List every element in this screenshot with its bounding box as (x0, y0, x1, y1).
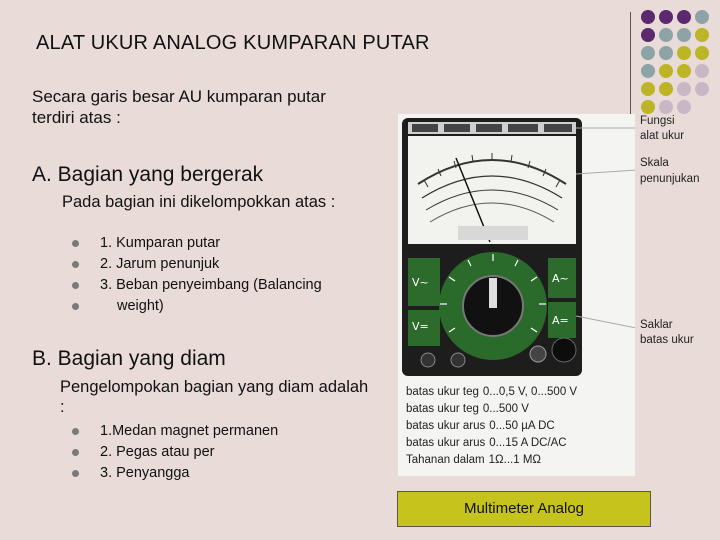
meter-label-adc: A= (552, 314, 569, 327)
annotation-saklar: Saklar (640, 319, 673, 331)
spec-row (406, 435, 577, 452)
section-a-heading: A. Bagian yang bergerak (32, 163, 264, 186)
list-item: 3. Beban penyeimbang (Balancing (72, 275, 322, 296)
spec-label: batas ukur arus (406, 420, 486, 432)
list-item: 2. Jarum penunjuk (72, 254, 322, 275)
list-item: 2. Pegas atau per (72, 442, 278, 463)
spec-value: 1Ω...1 MΩ (488, 454, 542, 466)
list-item: 1.Medan magnet permanen (72, 421, 278, 442)
spec-value: 0...50 µA DC (489, 420, 555, 432)
annotation-alat-ukur: alat ukur (640, 130, 685, 142)
list-item: 3. Penyangga (72, 463, 278, 484)
meter-label-vac: V~ (412, 276, 429, 289)
spec-value: 0...500 V (482, 403, 529, 415)
section-a-list (72, 233, 322, 317)
spec-value: 0...15 A DC/AC (489, 437, 567, 449)
list-item: weight) (72, 296, 322, 317)
section-b-description: Pengelompokan bagian yang diam adalah : (60, 378, 369, 416)
meter-label-vdc: V= (412, 320, 429, 333)
figure-caption: Multimeter Analog (397, 491, 651, 527)
spec-label: Tahanan dalam (406, 454, 485, 466)
section-b-list (72, 421, 278, 484)
spec-label: batas ukur teg (406, 386, 479, 398)
annotation-fungsi: Fungsi (640, 115, 675, 127)
annotation-skala: Skala (640, 157, 669, 169)
spec-row (406, 401, 577, 418)
spec-label: batas ukur teg (406, 403, 479, 415)
spec-row (406, 452, 577, 469)
spec-value: 0...0,5 V, 0...500 V (482, 386, 578, 398)
annotation-penunjukan: penunjukan (640, 173, 700, 185)
decorative-line (630, 12, 631, 127)
intro-text: Secara garis besar AU kumparan putar terdiri atas : (32, 87, 326, 127)
section-b-heading: B. Bagian yang diam (32, 347, 226, 370)
section-a-description: Pada bagian ini dikelompokkan atas : (62, 193, 336, 211)
spec-row (406, 384, 577, 401)
spec-row (406, 418, 577, 435)
meter-label-aac: A~ (552, 272, 569, 285)
spec-label: batas ukur arus (406, 437, 486, 449)
slide-title: ALAT UKUR ANALOG KUMPARAN PUTAR (36, 32, 430, 54)
spec-list (406, 384, 577, 469)
annotation-batas-ukur: batas ukur (640, 334, 694, 346)
list-item: 1. Kumparan putar (72, 233, 322, 254)
